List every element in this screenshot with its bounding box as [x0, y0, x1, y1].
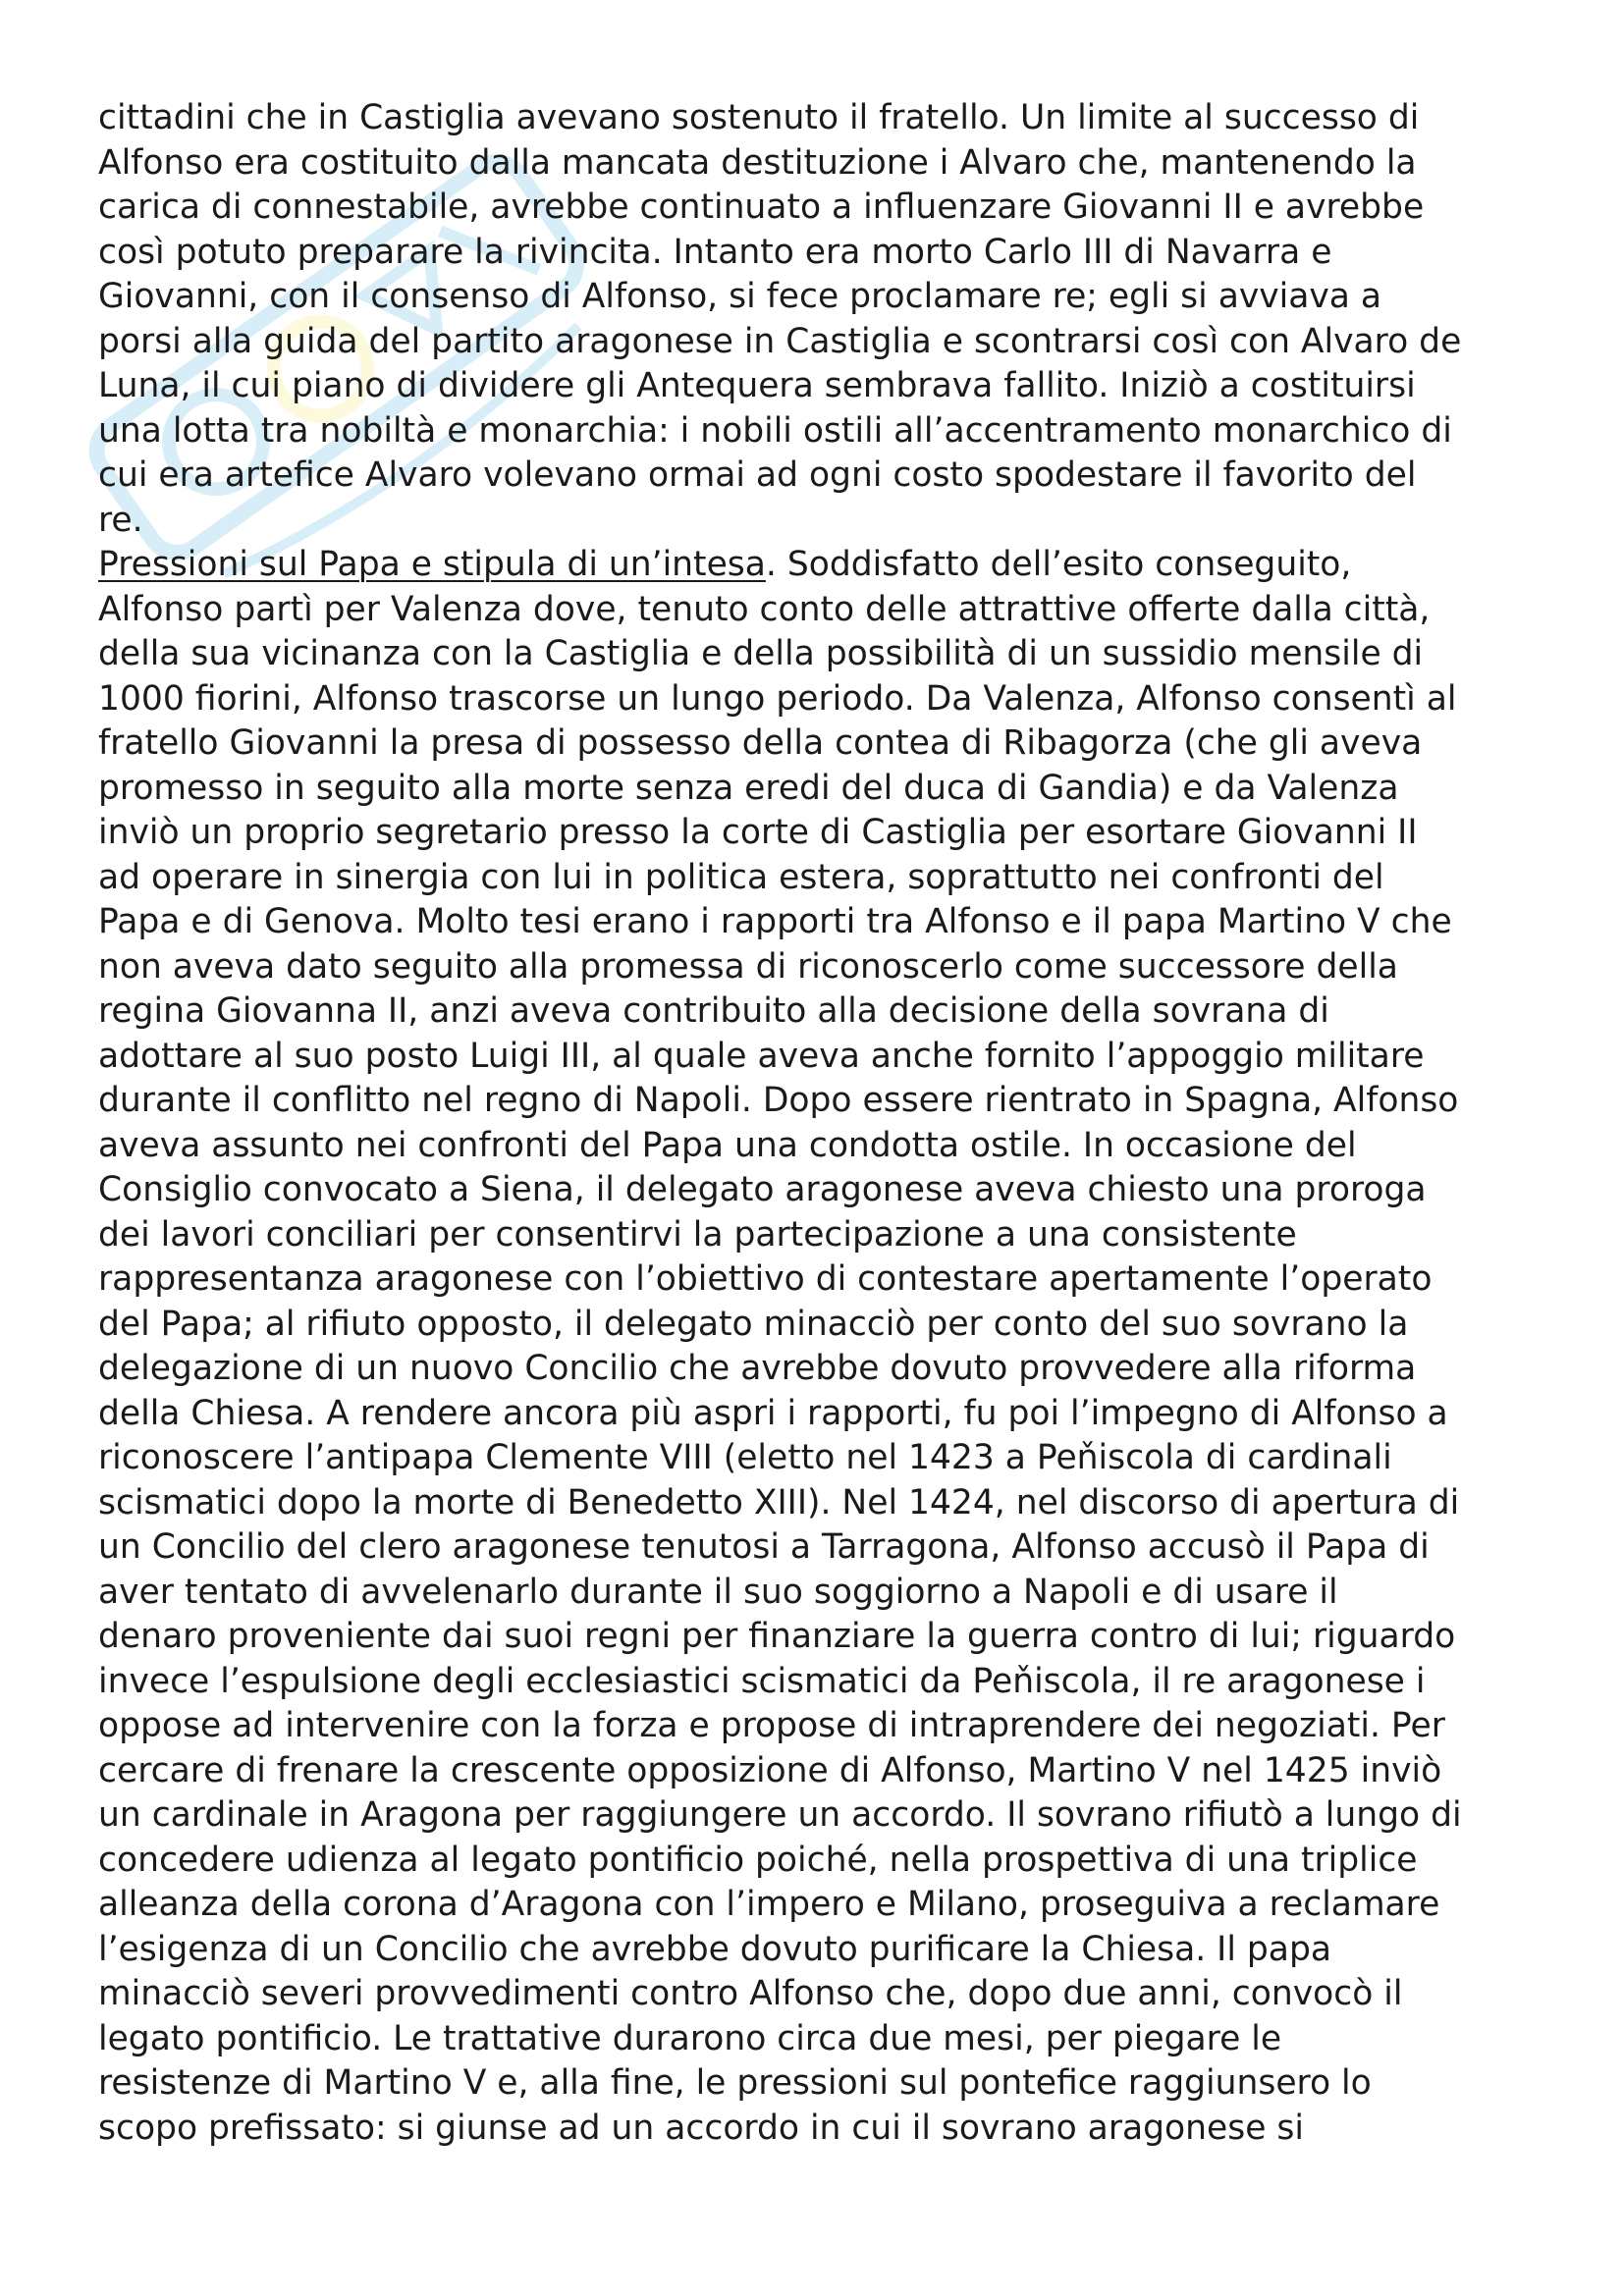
- text-line: un cardinale in Aragona per raggiungere un accordo. Il sovrano rifiutò a lungo di: [98, 1795, 1462, 1835]
- text-line: invece l’espulsione degli ecclesiastici scismatici da Peňiscola, il re aragonese i: [98, 1661, 1426, 1701]
- text-line: non aveva dato seguito alla promessa di riconoscerlo come successore della: [98, 946, 1398, 987]
- text-line: del Papa; al rifiuto opposto, il delegato minacciò per conto del suo sovrano la: [98, 1304, 1409, 1344]
- text-line: carica di connestabile, avrebbe continuato a influenzare Giovanni II e avrebbe: [98, 187, 1425, 227]
- text-line: rappresentanza aragonese con l’obiettivo di contestare apertamente l’operato: [98, 1259, 1433, 1299]
- text-line: denaro proveniente dai suoi regni per finanziare la guerra contro di lui; riguardo: [98, 1617, 1456, 1656]
- text-line: della Chiesa. A rendere ancora più aspri i rapporti, fu poi l’impegno di Alfonso a: [98, 1393, 1448, 1433]
- text-line: Giovanni, con il consenso di Alfonso, si fece proclamare re; egli si avviava a: [98, 277, 1382, 316]
- text-line: Alfonso partì per Valenza dove, tenuto conto delle attrattive offerte dalla città,: [98, 589, 1431, 629]
- text-line: inviò un proprio segretario presso la corte di Castiglia per esortare Giovanni II: [98, 813, 1418, 852]
- text-line: un Concilio del clero aragonese tenutosi a Tarragona, Alfonso accusò il Papa di: [98, 1527, 1430, 1567]
- text-line: così potuto preparare la rivincita. Intanto era morto Carlo III di Navarra e: [98, 232, 1332, 272]
- text-line: aver tentato di avvelenarlo durante il suo soggiorno a Napoli e di usare il: [98, 1572, 1338, 1612]
- text-line: scopo prefissato: si giunse ad un accordo in cui il sovrano aragonese si: [98, 2108, 1304, 2148]
- body-text: [98, 96, 1542, 2151]
- text-line: una lotta tra nobiltà e monarchia: i nobili ostili all’accentramento monarchico di: [98, 410, 1452, 451]
- text-line: cui era artefice Alvaro volevano ormai ad ogni costo spodestare il favorito del: [98, 455, 1417, 495]
- text-line: scismatici dopo la morte di Benedetto XIII). Nel 1424, nel discorso di apertura di: [98, 1482, 1460, 1522]
- text-line: fratello Giovanni la presa di possesso della contea di Ribagorza (che gli aveva: [98, 723, 1423, 763]
- text-line: Alfonso era costituito dalla mancata destituzione i Alvaro che, mantenendo la: [98, 142, 1417, 183]
- section-heading-line: [98, 543, 1542, 588]
- text-line: resistenze di Martino V e, alla fine, le pressioni sul pontefice raggiunsero lo: [98, 2063, 1372, 2103]
- text-line: porsi alla guida del partito aragonese in Castiglia e scontrarsi così con Alvaro de: [98, 321, 1462, 361]
- text-line: oppose ad intervenire con la forza e propose di intraprendere dei negoziati. Per: [98, 1706, 1445, 1745]
- text-line: l’esigenza di un Concilio che avrebbe dovuto purificare la Chiesa. Il papa: [98, 1929, 1331, 1969]
- text-line: Luna, il cui piano di dividere gli Antequera sembrava fallito. Iniziò a costituirsi: [98, 366, 1416, 405]
- text-line: promesso in seguito alla morte senza eredi del duca di Gandia) e da Valenza: [98, 768, 1399, 808]
- text-line: ad operare in sinergia con lui in politica estera, soprattutto nei confronti del: [98, 857, 1384, 897]
- text-line: legato pontificio. Le trattative durarono circa due mesi, per piegare le: [98, 2018, 1282, 2058]
- section-heading: Pressioni sul Papa e stipula di un’intesa: [98, 545, 766, 584]
- text-line: Consiglio convocato a Siena, il delegato aragonese aveva chiesto una proroga: [98, 1170, 1427, 1209]
- text-line: cittadini che in Castiglia avevano sostenuto il fratello. Un limite al successo di: [98, 98, 1420, 137]
- text-line: adottare al suo posto Luigi III, al quale aveva anche fornito l’appoggio militare: [98, 1036, 1425, 1076]
- text-line: dei lavori conciliari per consentirvi la partecipazione a una consistente: [98, 1214, 1297, 1255]
- text-line: concedere udienza al legato pontificio poiché, nella prospettiva di una triplice: [98, 1840, 1418, 1880]
- text-line: re.: [98, 500, 143, 540]
- text-line: minacciò severi provvedimenti contro Alfonso che, dopo due anni, convocò il: [98, 1974, 1403, 2013]
- text-line: cercare di frenare la crescente opposizione di Alfonso, Martino V nel 1425 inviò: [98, 1750, 1442, 1790]
- text-line: alleanza della corona d’Aragona con l’impero e Milano, proseguiva a reclamare: [98, 1885, 1440, 1924]
- text-line: della sua vicinanza con la Castiglia e della possibilità di un sussidio mensile di: [98, 634, 1424, 673]
- heading-line-rest: . Soddisfatto dell’esito conseguito,: [765, 545, 1352, 584]
- text-line: 1000 fiorini, Alfonso trascorse un lungo periodo. Da Valenza, Alfonso consentì al: [98, 678, 1457, 719]
- text-line: aveva assunto nei confronti del Papa una condotta ostile. In occasione del: [98, 1125, 1357, 1165]
- text-line: regina Giovanna II, anzi aveva contribuito alla decisione della sovrana di: [98, 991, 1329, 1031]
- text-line: delegazione di un nuovo Concilio che avrebbe dovuto provvedere alla riforma: [98, 1349, 1417, 1388]
- text-line: riconoscere l’antipapa Clemente VIII (eletto nel 1423 a Peňiscola di cardinali: [98, 1438, 1392, 1477]
- text-line: durante il conflitto nel regno di Napoli. Dopo essere rientrato in Spagna, Alfonso: [98, 1081, 1459, 1120]
- text-line: Papa e di Genova. Molto tesi erano i rapporti tra Alfonso e il papa Martino V che: [98, 902, 1452, 941]
